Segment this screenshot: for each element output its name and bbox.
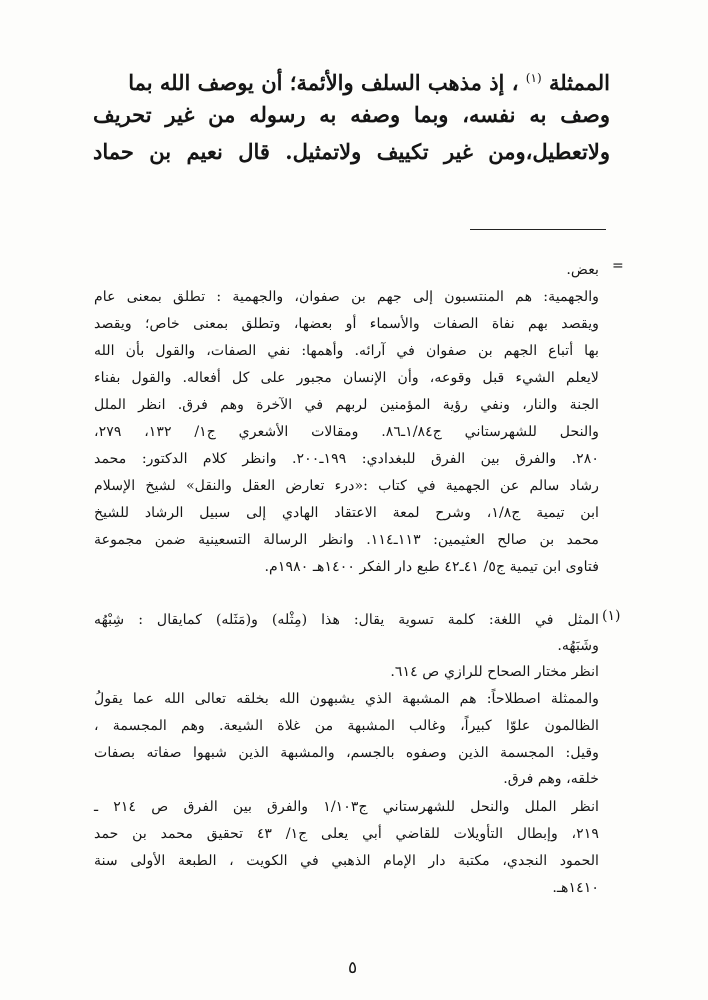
footnote-line: ٢١٩، وإبطال التأويلات للقاضي أبي يعلى ج١/ ٤٣ تحقيق محمد بن حمد	[94, 826, 599, 842]
continuation-marker: =	[612, 258, 624, 274]
main-text-line-1	[93, 63, 610, 93]
footnote-line: محمد بن صالح العثيمين: ١١٣ـ١١٤. وانظر الرسالة التسعينية ضمن مجموعة	[94, 532, 600, 548]
footnote-line: خلقه، وهم فرق.	[503, 771, 599, 787]
footnote-line: والنحل للشهرستاني ج١/٨٤ـ٨٦. ومقالات الأشعري ج١/ ١٣٢، ٢٧٩،	[94, 424, 600, 440]
footnote-line: الحمود النجدي، مكتبة دار الإمام الذهبي في الكويت ، الطبعة الأولى سنة	[94, 853, 599, 869]
footnote-line: الجنة والنار، ونفي رؤية المؤمنين لربهم في الآخرة وهم فرق. انظر الملل	[94, 397, 599, 413]
footnote-reference[interactable]: (١)	[525, 71, 542, 85]
main-text-line-2: وصف به نفسه، وبما وصفه به رسوله من غير تحريف	[93, 102, 610, 127]
footnote-line: ابن تيمية ج١/٨، وشرح لمعة الاعتقاد الهادي إلى سبيل الرشاد للشيخ	[94, 505, 599, 521]
footnote-line: ١٤١٠هـ.	[552, 880, 599, 896]
footnote-line: انظر الملل والنحل للشهرستاني ج١/١٠٣ والفرق بين الفرق ص ٢١٤ ـ	[94, 799, 599, 815]
footnote-separator	[470, 229, 606, 230]
footnote-line: والممثلة اصطلاحاً: هم المشبهة الذي يشبهون الله بخلقه تعالى الله عما يقولُ	[94, 691, 599, 707]
footnote-line: فتاوى ابن تيمية ج٥/ ٤١ـ٤٢ طبع دار الفكر ١٤٠٠هـ ١٩٨٠م.	[264, 559, 599, 575]
footnote-line: وشَبَهُه.	[557, 638, 599, 654]
footnote-number: (١)	[602, 608, 621, 624]
footnote-line: انظر مختار الصحاح للرازي ص ٦١٤.	[390, 664, 599, 680]
main-text-fragment: ، إذ مذهب السلف والأئمة؛ أن يوصف الله بما	[128, 70, 519, 95]
footnote-line: وقيل: المجسمة الذين وصفوه بالجسم، والمشبهة الذين شبهوا صفاته بصفات	[94, 745, 599, 761]
footnote-line: لايعلم الشيء قبل وقوعه، وأن الإنسان مجبور على كل أفعاله. والقول بفناء	[94, 370, 599, 386]
page-number: ٥	[348, 958, 358, 978]
footnote-line: المثل في اللغة: كلمة تسوية يقال: هذا (مِثْله) و(مَثَله) كمايقال : شِبْهُه	[94, 612, 599, 628]
footnote-line: الظالمون علوّا كبيراً، وغالب المشبهة من غلاة الشيعة. وهم المجسمة ،	[94, 718, 599, 734]
footnote-line: بها أتباع الجهم بن صفوان في آرائه. وأهمها: نفي الصفات، والقول بأن الله	[94, 343, 599, 359]
footnote-line: ويقصد بهم نفاة الصفات والأسماء أو بعضها، وتطلق بمعنى خاص؛ ويقصد	[94, 316, 599, 332]
footnote-line: رشاد سالم عن الجهمية في كتاب :«درء تعارض العقل والنقل» لشيخ الإسلام	[94, 478, 599, 494]
footnote-line: ٢٨٠. والفرق بين الفرق للبغدادي: ١٩٩ـ٢٠٠. وانظر كلام الدكتور: محمد	[94, 451, 599, 467]
footnote-line: بعض.	[566, 262, 599, 278]
main-text-word: الممثلة	[548, 70, 610, 95]
main-text-line-3: ولاتعطيل،ومن غير تكييف ولاتمثيل. قال نعيم بن حماد	[93, 139, 610, 164]
footnote-line: والجهمية: هم المنتسبون إلى جهم بن صفوان، والجهمية : تطلق بمعنى عام	[94, 289, 599, 305]
